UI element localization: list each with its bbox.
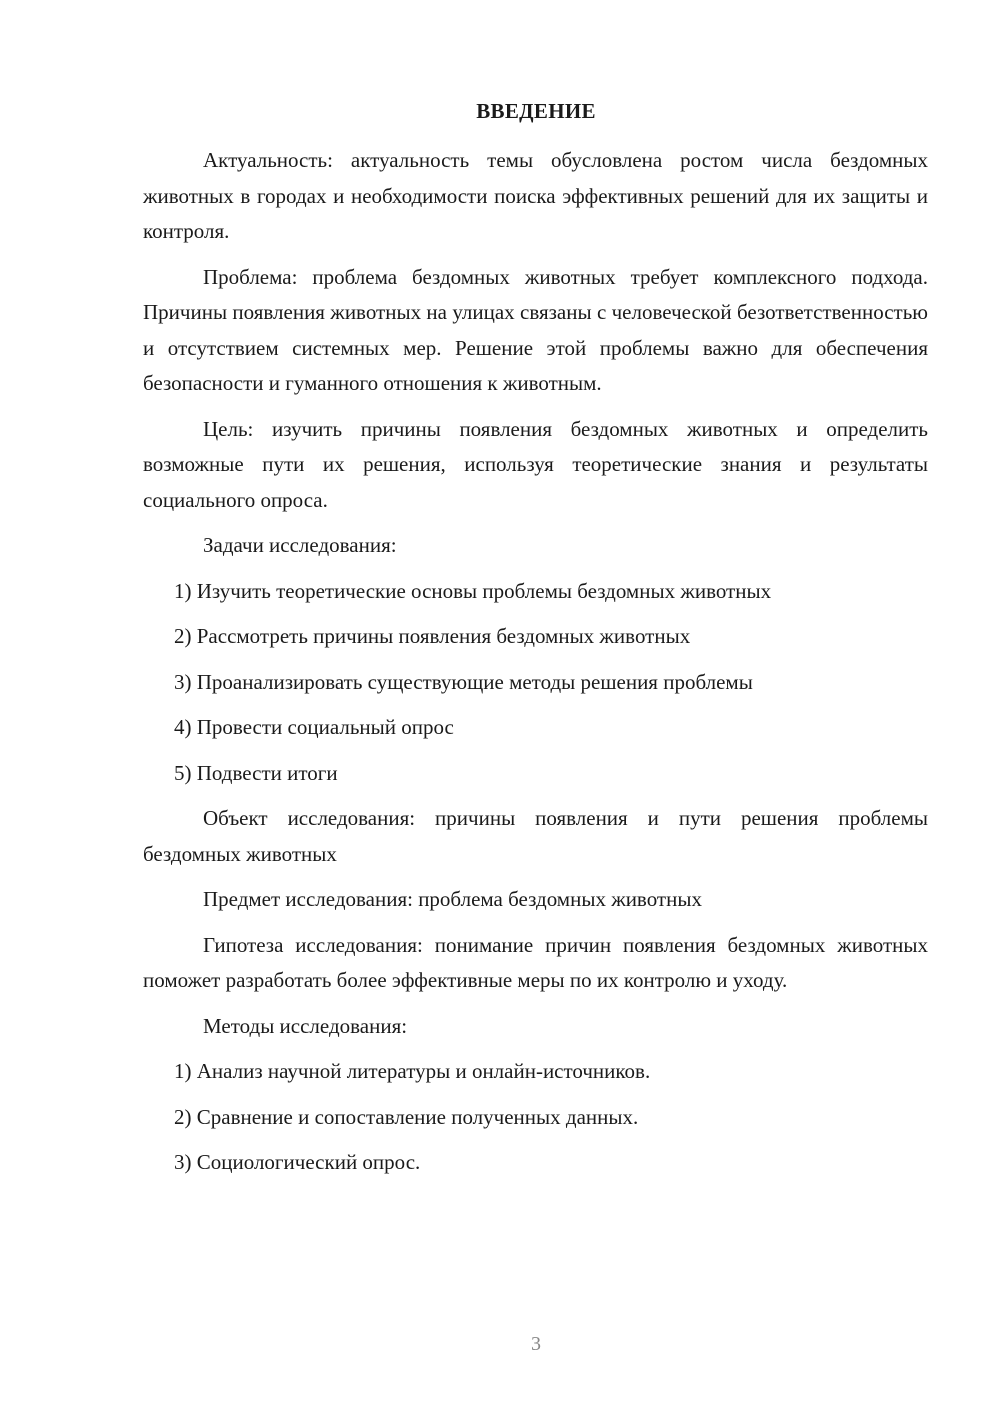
tasks-list	[143, 574, 928, 792]
list-item: 3) Проанализировать существующие методы решения проблемы	[174, 669, 753, 694]
hypothesis-paragraph: Гипотеза исследования: понимание причин появления бездомных животных поможет разработать более эффективные меры по их контролю и уходу.	[143, 932, 928, 992]
relevance-paragraph: Актуальность: актуальность темы обусловлена ростом числа бездомных животных в городах и необходимости поиска эффективных решений для их защиты и контроля.	[143, 148, 928, 243]
list-item: 1) Изучить теоретические основы проблемы бездомных животных	[174, 578, 772, 603]
list-item: 1) Анализ научной литературы и онлайн-источников.	[174, 1059, 651, 1083]
list-item: 2) Рассмотреть причины появления бездомных животных	[174, 624, 691, 648]
document-body	[143, 143, 928, 1191]
subject-paragraph: Предмет исследования: проблема бездомных животных	[203, 887, 702, 911]
methods-list	[143, 1054, 928, 1181]
list-item: 3) Социологический опрос.	[174, 1150, 421, 1174]
methods-heading: Методы исследования:	[203, 1013, 408, 1038]
tasks-heading: Задачи исследования:	[203, 533, 397, 557]
list-item: 4) Провести социальный опрос	[174, 715, 454, 739]
list-item: 5) Подвести итоги	[174, 760, 338, 785]
page-number: 3	[531, 1333, 541, 1355]
page-title: ВВЕДЕНИЕ	[476, 99, 596, 123]
problem-paragraph: Проблема: проблема бездомных животных требует комплексного подхода. Причины появления животных на улицах связаны с человеческой безответственностью и отсутствием системных мер. Решение этой проблемы важно для обеспечения безопасности и гуманного отношения к животным.	[143, 264, 928, 395]
goal-paragraph: Цель: изучить причины появления бездомных животных и определить возможные пути их решения, используя теоретические знания и результаты социального опроса.	[143, 416, 928, 512]
object-paragraph: Объект исследования: причины появления и пути решения проблемы бездомных животных	[143, 806, 928, 866]
list-item: 2) Сравнение и сопоставление полученных данных.	[174, 1104, 639, 1129]
